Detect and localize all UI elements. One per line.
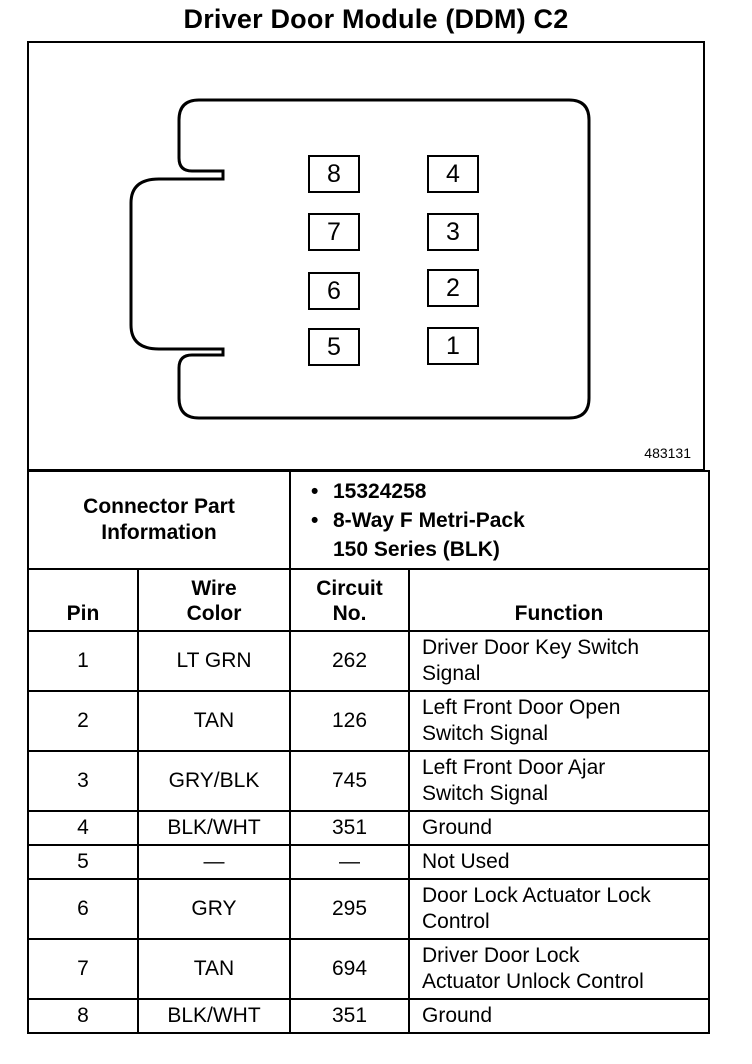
function: Driver Door Key Switch Signal: [409, 631, 709, 691]
circuit-number: 262: [290, 631, 409, 691]
connector-part-row: [28, 471, 709, 569]
circuit-number: 351: [290, 811, 409, 845]
circuit-number: 295: [290, 879, 409, 939]
table-row: [28, 631, 709, 691]
wire-color: GRY: [138, 879, 290, 939]
wire-color: BLK/WHT: [138, 999, 290, 1033]
circuit-number: 351: [290, 999, 409, 1033]
table-row: [28, 691, 709, 751]
table-row: [28, 751, 709, 811]
circuit-number: —: [290, 845, 409, 879]
pin-number: 4: [28, 811, 138, 845]
table-row: [28, 811, 709, 845]
pin-cavity-8: 8: [308, 155, 360, 193]
pin-number: 5: [28, 845, 138, 879]
connector-diagram: [27, 41, 705, 471]
wire-color: LT GRN: [138, 631, 290, 691]
function: Ground: [409, 811, 709, 845]
part-number: 15324258: [333, 479, 427, 503]
table-row: [28, 879, 709, 939]
function: Driver Door Lock Actuator Unlock Control: [409, 939, 709, 999]
connector-part-label: Connector Part Information: [28, 471, 290, 569]
pin-cavity-6: 6: [308, 272, 360, 310]
pin-cavity-3: 3: [427, 213, 479, 251]
page-title: Driver Door Module (DDM) C2: [183, 4, 569, 34]
pinout-table: [27, 470, 710, 1034]
header-pin: Pin: [28, 569, 138, 631]
wire-color: GRY/BLK: [138, 751, 290, 811]
function: Not Used: [409, 845, 709, 879]
pin-number: 6: [28, 879, 138, 939]
function: Left Front Door Open Switch Signal: [409, 691, 709, 751]
pin-number: 8: [28, 999, 138, 1033]
connector-part-info: • 15324258 • 8-Way F Metri-Pack 150 Series (BLK): [290, 471, 709, 569]
header-circuit-no: Circuit No.: [290, 569, 409, 631]
figure-id: 483131: [644, 445, 691, 461]
pin-cavity-4: 4: [427, 155, 479, 193]
connector-type: 8-Way F Metri-Pack: [333, 508, 525, 532]
table-header-row: [28, 569, 709, 631]
circuit-number: 694: [290, 939, 409, 999]
wire-color: TAN: [138, 939, 290, 999]
connector-outline: [29, 43, 707, 473]
pin-cavity-2: 2: [427, 269, 479, 307]
connector-series: 150 Series (BLK): [333, 537, 500, 561]
header-function: Function: [409, 569, 709, 631]
function: Ground: [409, 999, 709, 1033]
wire-color: BLK/WHT: [138, 811, 290, 845]
function: Left Front Door Ajar Switch Signal: [409, 751, 709, 811]
header-wire-color: Wire Color: [138, 569, 290, 631]
circuit-number: 745: [290, 751, 409, 811]
table-row: [28, 939, 709, 999]
pin-cavity-5: 5: [308, 328, 360, 366]
wire-color: —: [138, 845, 290, 879]
wire-color: TAN: [138, 691, 290, 751]
circuit-number: 126: [290, 691, 409, 751]
table-row: [28, 845, 709, 879]
pin-number: 1: [28, 631, 138, 691]
pin-cavity-1: 1: [427, 327, 479, 365]
table-row: [28, 999, 709, 1033]
pin-number: 7: [28, 939, 138, 999]
pin-number: 2: [28, 691, 138, 751]
pin-number: 3: [28, 751, 138, 811]
function: Door Lock Actuator Lock Control: [409, 879, 709, 939]
pin-cavity-7: 7: [308, 213, 360, 251]
